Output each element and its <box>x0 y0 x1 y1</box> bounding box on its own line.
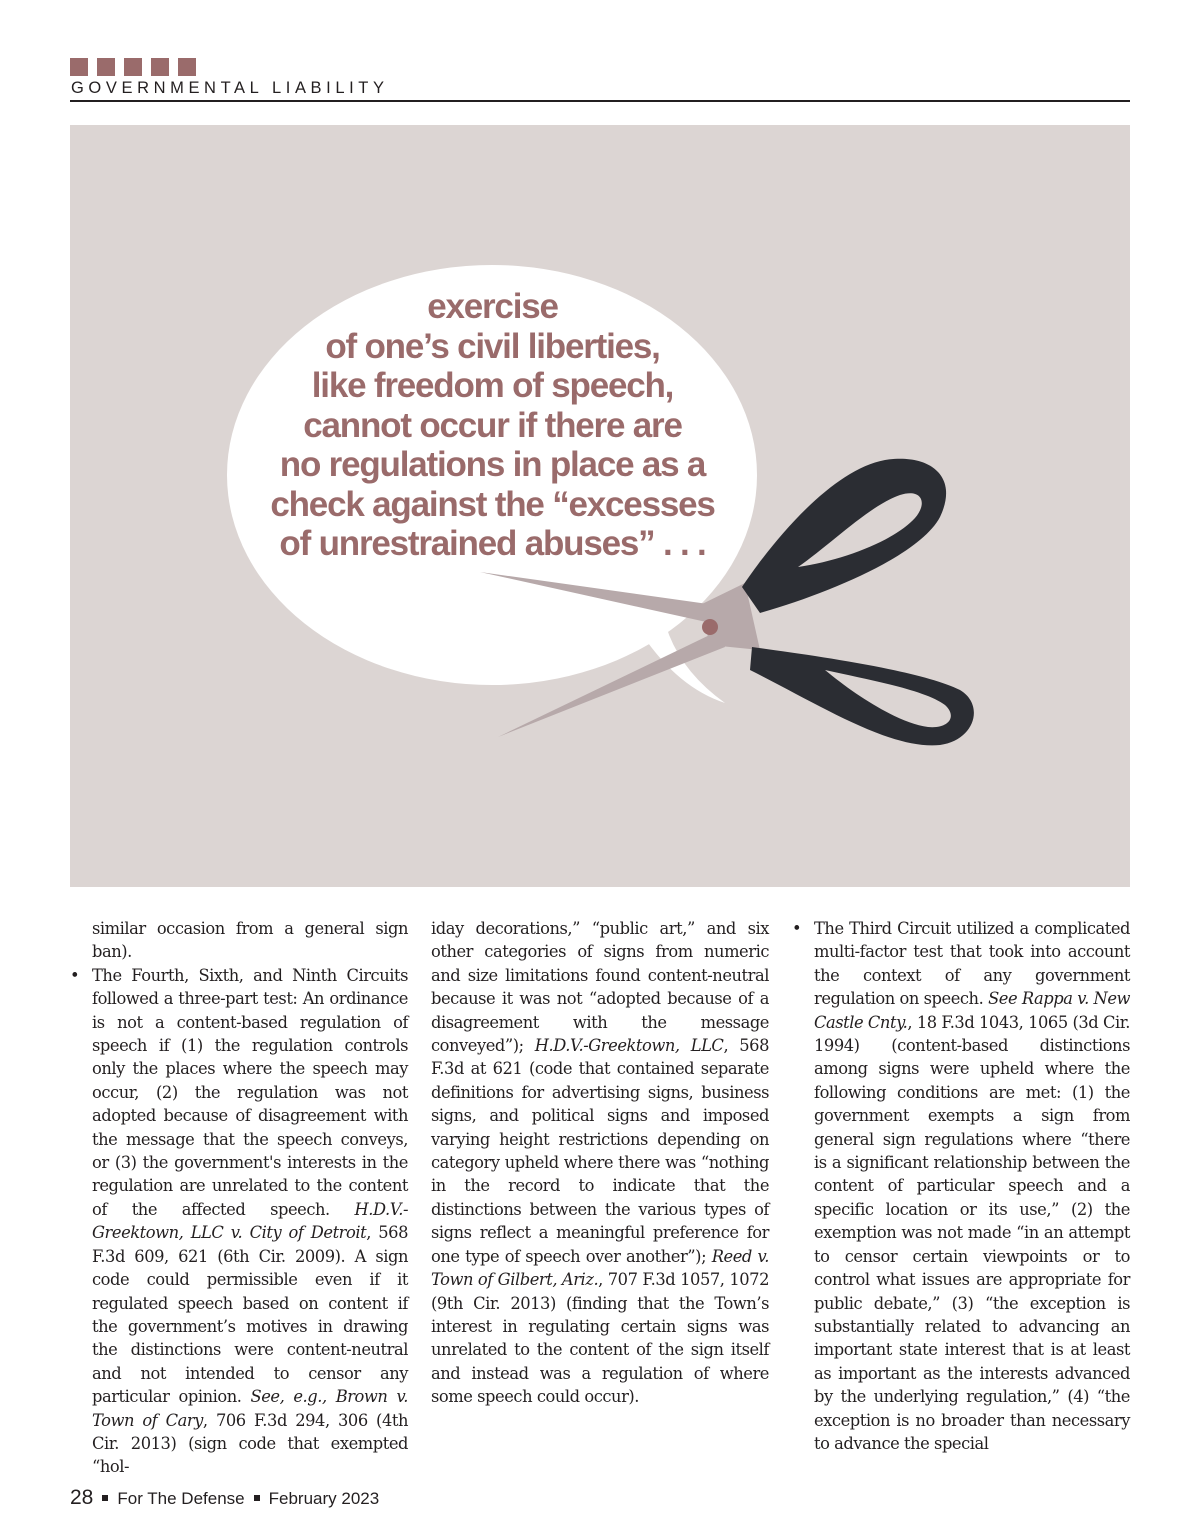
illustration-panel <box>70 125 1130 887</box>
text-column-3 <box>792 917 1130 1455</box>
case-citation: Reed v. Town of Gilbert, Ariz. <box>431 1246 769 1290</box>
text-column-2 <box>431 917 769 1409</box>
body-text: , 568 F.3d 609, 621 (6th Cir. 2009). A sign code could permissible even if it regulated speech based on content if the government’s motives in drawing the distinctions were content-neutral and not intended to censor any particular opinion. <box>92 1223 408 1407</box>
body-text: , 568 F.3d at 621 (code that contained separate definitions for advertising signs, business signs, and political signs and imposed varying height restrictions depending on category upheld where there was “nothing in the record to indicate that the distinctions between the various types of signs reflect a meaningful preference for one type of speech over another”); <box>431 1036 769 1266</box>
pull-quote-line: of unrestrained abuses” . . . <box>279 524 706 563</box>
pull-quote-line: no regulations in place as a <box>279 445 706 484</box>
bullet-item <box>70 964 408 1479</box>
text-column-1 <box>70 917 408 1479</box>
case-citation: See Rappa v. New Castle Cnty. <box>814 989 1130 1032</box>
paragraph <box>431 917 769 1409</box>
marker-square <box>178 58 196 76</box>
marker-square <box>151 58 169 76</box>
section-marker-squares <box>70 58 196 76</box>
header-rule <box>70 100 1130 102</box>
case-citation: H.D.V.-Greektown, LLC <box>534 1036 724 1056</box>
bullet-dot: • <box>792 919 802 938</box>
issue-date: February 2023 <box>268 1489 380 1508</box>
body-text: iday decorations,” “public art,” and six other categories of signs from numeric and size limitations found content-neutral because it was not “adopted because of a disagreement with the message conveyed”); <box>431 919 769 1056</box>
footer-separator <box>102 1495 108 1501</box>
bullet-item <box>792 917 1130 1455</box>
body-text: The Fourth, Sixth, and Ninth Circuits followed a three-part test: An ordinance is not a content-based regulation of speech if (1) the regulation controls only the places where the speech may occur, (2) the regulation was not adopted because of disagreement with the message that the speech conveys, or (3) the government's interests in the regulation are unrelated to the content of the affected speech. <box>92 965 408 1219</box>
pull-quote-line: cannot occur if there are <box>303 405 682 445</box>
marker-square <box>124 58 142 76</box>
page-footer <box>70 1486 379 1510</box>
paragraph-continuation: similar occasion from a general sign ban). <box>92 919 408 962</box>
body-text: , 18 F.3d 1043, 1065 (3d Cir. 1994) (content-based distinctions among signs were upheld where the following conditions are met: (1) the government exempts a sign from general sign regulations where “there is a significant relationship between the content of particular speech and a specific location or its use,” (2) the exemption was not made “in an attempt to censor certain viewpoints or to control what issues are appropriate for public debate,” (3) “the exception is substantially related to advancing an important state interest that is at least as important as the interests advanced by the underlying regulation,” (4) “the exception is no broader than necessary to advance the special <box>814 1012 1131 1453</box>
footer-separator <box>254 1495 260 1501</box>
pull-quote-line: like freedom of speech, <box>311 366 674 405</box>
body-text: , 706 F.3d 294, 306 (4th Cir. 2013) (sign code that exempted “hol- <box>92 1410 408 1477</box>
pull-quote-line: of one’s civil liberties, <box>325 326 660 366</box>
page-number: 28 <box>70 1486 94 1509</box>
marker-square <box>97 58 115 76</box>
pull-quote-line: check against the “excesses <box>270 484 715 524</box>
body-text: , 707 F.3d 1057, 1072 (9th Cir. 2013) (finding that the Town’s interest in regulating certain signs was unrelated to the content of the sign itself and instead was a regulation of where some speech could occur). <box>431 1270 769 1407</box>
marker-square <box>70 58 88 76</box>
case-citation: H.D.V.-Greektown, LLC v. City of Detroit <box>92 1199 408 1243</box>
publication-name: For The Defense <box>117 1489 245 1508</box>
pull-quote <box>240 287 745 564</box>
bullet-dot: • <box>70 965 80 985</box>
pull-quote-line: exercise <box>427 287 558 326</box>
body-text: The Third Circuit utilized a complicated multi-factor test that took into account the context of any government regulation on speech. <box>814 919 1130 1009</box>
section-label: GOVERNMENTAL LIABILITY <box>71 79 389 97</box>
case-citation: See, e.g., Brown v. Town of Cary <box>92 1387 408 1430</box>
